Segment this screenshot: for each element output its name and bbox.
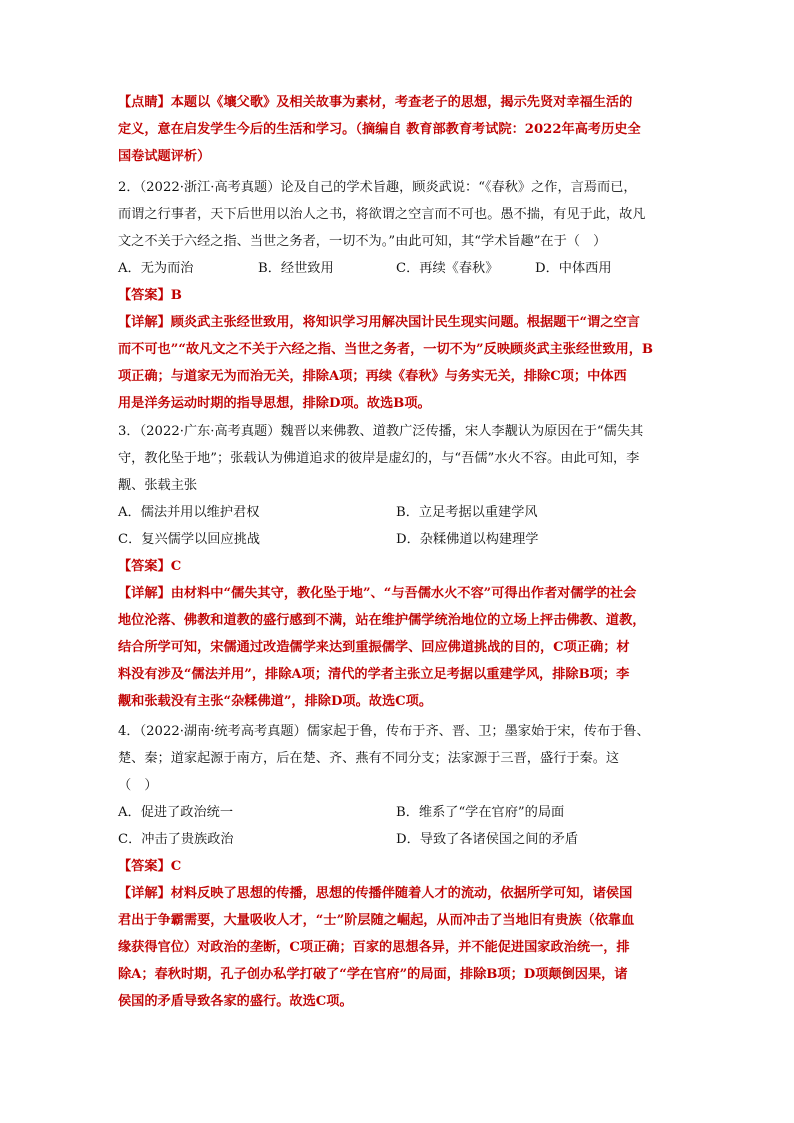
question-options [118, 255, 678, 282]
question-stem-line: 而谓之行事者，天下后世用以治人之书，将欲谓之空言而不可也。愚不揣，有见于此，故凡 [118, 207, 646, 222]
explanation-line: 而不可也”“故凡文之不关于六经之指、当世之务者，一切不为”反映顾炎武主张经世致用，B [118, 342, 654, 357]
dianjing-line: 定义，意在启发学生今后的生活和学习。（摘编自 教育部教育考试院：2022年高考历史全 [118, 122, 641, 137]
question-options [118, 526, 678, 553]
explanation-line: 缘获得官位）对政治的垄断，C项正确；百家的思想各异，并不能促进国家政治统一，排 [118, 940, 630, 955]
question-options [118, 499, 678, 526]
answer-label: 【答案】B [118, 288, 182, 303]
explanation-line: 结合所学可知，宋儒通过改造儒学来达到重振儒学、回应佛道挑战的目的，C项正确；材 [118, 640, 630, 655]
question-stem-line: （ ） [118, 778, 158, 793]
question-3 [118, 418, 678, 715]
question-options [118, 826, 678, 853]
question-stem-line: 守，教化坠于地”；张载认为佛道追求的彼岸是虚幻的，与“吾儒”水火不容。由此可知，李 [118, 451, 640, 466]
option-d: D．杂糅佛道以构建理学 [396, 532, 539, 547]
explanation-line: 项正确；与道家无为而治无关，排除A项；再续《春秋》与务实无关，排除C项；中体西 [118, 369, 627, 384]
option-d: D．中体西用 [535, 261, 612, 276]
question-stem-line: 文之不关于六经之指、当世之务者，一切不为。”由此可知，其“学术旨趣”在于（ ） [118, 234, 607, 249]
dianjing-line: 国卷试题评析） [118, 149, 211, 164]
explanation-line: 【详解】顾炎武主张经世致用，将知识学习用解决国计民生现实问题。根据题干“谓之空言 [118, 315, 640, 330]
explanation-line: 君出于争霸需要，大量吸收人才，“士”阶层随之崛起，从而冲击了当地旧有贵族（依靠血 [118, 913, 635, 928]
option-b: B．经世致用 [258, 261, 334, 276]
explanation-line: 觏和张载没有主张“杂糅佛道”，排除D项。故选C项。 [118, 694, 433, 709]
explanation-line: 地位沦落、佛教和道教的盛行感到不满，站在维护儒学统治地位的立场上抨击佛教、道教， [118, 613, 646, 628]
question-stem-line: 觏、张载主张 [118, 478, 198, 493]
explanation-line: 【详解】由材料中“儒失其守，教化坠于地”、“与吾儒水火不容”可得出作者对儒学的社会 [118, 586, 637, 601]
option-c: C．再续《春秋》 [396, 261, 499, 276]
explanation-line: 侯国的矛盾导致各家的盛行。故选C项。 [118, 994, 353, 1009]
option-c: C．冲击了贵族政治 [118, 832, 234, 847]
question-stem-line: 楚、秦；道家起源于南方，后在楚、齐、燕有不同分支；法家源于三晋，盛行于秦。这 [118, 751, 620, 766]
dianjing-line: 【点睛】本题以《壤父歌》及相关故事为素材，考查老子的思想，揭示先贤对幸福生活的 [118, 95, 633, 110]
option-b: B．立足考据以重建学风 [396, 505, 538, 520]
question-2 [118, 174, 678, 417]
question-stem-line: 3．（2022·广东·高考真题）魏晋以来佛教、道教广泛传播，宋人李觏认为原因在于“儒失其 [118, 424, 644, 439]
answer-label: 【答案】C [118, 559, 182, 574]
option-a: A．促进了政治统一 [118, 805, 234, 820]
explanation-line: 除A；春秋时期，孔子创办私学打破了“学在官府”的局面，排除B项；D项颠倒因果，诸 [118, 967, 628, 982]
question-stem-line: 4．（2022·湖南·统考高考真题）儒家起于鲁，传布于齐、晋、卫；墨家始于宋，传布于鲁、 [118, 724, 650, 739]
question-stem-line: 2．（2022·浙江·高考真题）论及自己的学术旨趣，顾炎武说：“《春秋》之作，言焉而已， [118, 180, 637, 195]
dianjing-comment [118, 89, 678, 170]
option-d: D．导致了各诸侯国之间的矛盾 [396, 832, 579, 847]
option-b: B．维系了“学在官府”的局面 [396, 805, 565, 820]
option-a: A．儒法并用以维护君权 [118, 505, 260, 520]
question-options [118, 799, 678, 826]
explanation-line: 用是洋务运动时期的指导思想，排除D项。故选B项。 [118, 396, 431, 411]
option-a: A．无为而治 [118, 261, 194, 276]
question-4 [118, 718, 678, 1015]
explanation-line: 【详解】材料反映了思想的传播，思想的传播伴随着人才的流动，依据所学可知，诸侯国 [118, 886, 633, 901]
option-c: C．复兴儒学以回应挑战 [118, 532, 260, 547]
explanation-line: 料没有涉及“儒法并用”，排除A项；清代的学者主张立足考据以重建学风，排除B项；李 [118, 667, 630, 682]
answer-label: 【答案】C [118, 859, 182, 874]
